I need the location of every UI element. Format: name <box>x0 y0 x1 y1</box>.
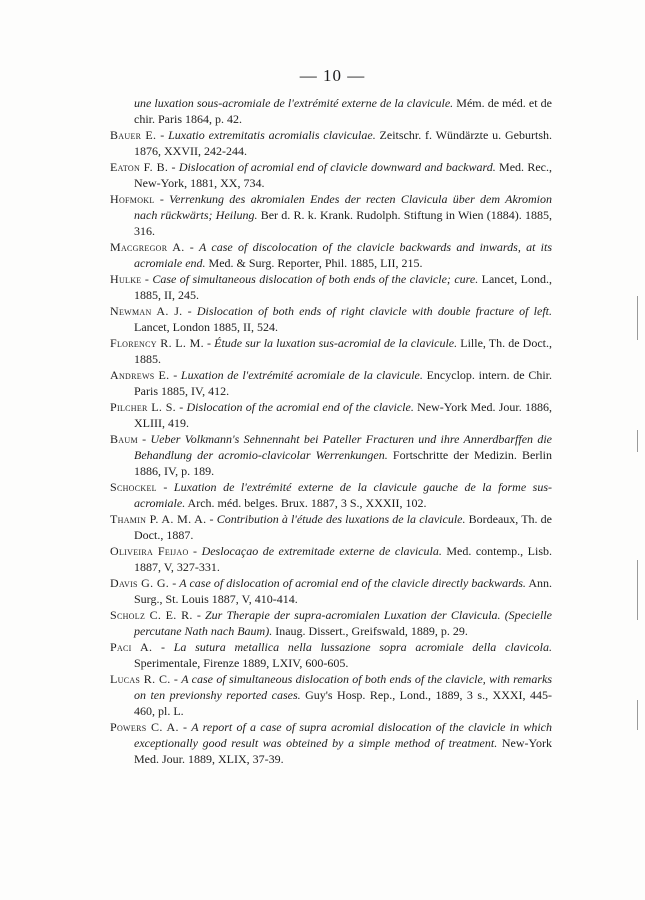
entry-source: Bordeaux, Th. de Doct., 1887. <box>134 512 552 542</box>
entry-source: Ber d. R. k. Krank. Rudolph. Stiftung in Wien (1884). 1885, 316. <box>134 208 553 238</box>
entry-separator: - <box>182 304 197 318</box>
entry-author: Scholz C. E. R. <box>110 608 193 622</box>
entry-title: A case of discolocation of the clavicle backwards and inwards, at its acromiale end. <box>134 240 553 270</box>
entry-separator: - <box>178 720 192 734</box>
bibliography-entry <box>110 335 552 367</box>
entry-title: A case of dislocation of acromial end of the clavicle directly backwards. <box>179 576 526 590</box>
entry-source: Mém. de méd. et de chir. Paris 1864, p. 42. <box>134 96 552 126</box>
entry-source: Arch. méd. belges. Brux. 1887, 3 S., XXXII, 102. <box>185 496 427 510</box>
entry-separator: - <box>154 192 170 206</box>
entry-author: Lucas R. C. <box>110 672 171 686</box>
entry-author: Thamin P. A. M. A. <box>110 512 207 526</box>
entry-title: Ueber Volkmann's Sehnennaht bei Pateller Fracturen und ihre Annerdbarffen die Behandlung der acromio-clavicolar Werrenkungen. <box>134 432 552 462</box>
entry-author: Hulke <box>110 272 142 286</box>
entry-title: Zur Therapie der supra-acromialen Luxation der Clavicula. (Specielle percutane Nath nach Baum). <box>134 608 552 638</box>
bibliography-entry <box>110 303 552 335</box>
entry-title: Luxation de l'extrémité externe de la clavicule gauche de la forme sus-acromiale. <box>134 480 552 510</box>
entry-title: La sutura metallica nella lussazione sopra acromiale della clavicola. <box>173 640 552 654</box>
entry-source: Lancet, London 1885, II, 524. <box>134 320 278 334</box>
entry-separator: - <box>170 672 182 686</box>
scan-edge-mark <box>637 430 638 452</box>
entry-separator: - <box>184 240 200 254</box>
entry-separator: - <box>175 400 187 414</box>
entry-author: Pilcher L. S. <box>110 400 176 414</box>
entry-source: Med. contemp., Lisb. 1887, V, 327-331. <box>134 544 552 574</box>
entry-author: Macgregor A. <box>110 240 185 254</box>
entry-separator: - <box>206 512 217 526</box>
entry-author: Newman A. J. <box>110 304 183 318</box>
entry-separator: - <box>192 608 205 622</box>
entry-source: Lille, Th. de Doct., 1885. <box>134 336 553 366</box>
entry-author: Bauer E. <box>110 128 157 142</box>
entry-separator: - <box>169 576 180 590</box>
entry-separator: - <box>168 160 179 174</box>
entry-source: Lancet, Lond., 1885, II, 245. <box>134 272 552 302</box>
page-number: — 10 — <box>299 66 366 85</box>
entry-author: Oliveira Feijao <box>110 544 189 558</box>
bibliography-entry <box>110 719 552 767</box>
entry-title: Dislocation of both ends of right clavicle with double fracture of left. <box>196 304 553 318</box>
entry-separator: - <box>137 432 151 446</box>
entry-source: Med. Rec., New-York, 1881, XX, 734. <box>134 160 552 190</box>
scan-edge-mark <box>637 700 638 730</box>
bibliography-entry <box>110 543 552 575</box>
bibliography-entry <box>110 159 552 191</box>
entry-author: Paci A. <box>110 640 153 654</box>
entry-separator: - <box>156 480 174 494</box>
entry-source: New-York Med. Jour. 1889, XLIX, 37-39. <box>134 736 552 766</box>
entry-title: une luxation sous-acromiale de l'extrémité externe de la clavicule. <box>134 96 454 110</box>
entry-title: Deslocaçao de extremitade externe de clavicula. <box>201 544 442 558</box>
bibliography-entry <box>110 479 552 511</box>
entry-source: Sperimentale, Firenze 1889, LXIV, 600-605. <box>134 656 349 670</box>
entry-separator: - <box>152 640 174 654</box>
bibliography-entry <box>110 239 552 271</box>
entry-source: Guy's Hosp. Rep., Lond., 1889, 3 s., XXXI, 445-460, pl. L. <box>134 688 552 718</box>
entry-author: Florency R. L. M. <box>110 336 204 350</box>
bibliography-entry <box>110 127 552 159</box>
bibliography-entry <box>110 399 552 431</box>
entry-source: Ann. Surg., St. Louis 1887, V, 410-414. <box>134 576 553 606</box>
bibliography-list <box>110 95 552 767</box>
entry-source: New-York Med. Jour. 1886, XLIII, 419. <box>134 400 552 430</box>
entry-title: Contribution à l'étude des luxations de la clavicule. <box>216 512 466 526</box>
entry-separator: - <box>141 272 153 286</box>
entry-author: Davis G. G. <box>110 576 170 590</box>
bibliography-entry <box>110 367 552 399</box>
bibliography-entry <box>110 671 552 719</box>
entry-author: Baum <box>110 432 138 446</box>
bibliography-entry <box>110 191 552 239</box>
entry-title: Verrenkung des akromialen Endes der recten Clavicula über dem Akromion nach rückwärts; Heilung. <box>134 192 552 222</box>
entry-separator: - <box>156 128 169 142</box>
entry-author: Powers C. A. <box>110 720 179 734</box>
entry-separator: - <box>188 544 202 558</box>
entry-title: Case of simultaneous dislocation of both ends of the clavicle; cure. <box>152 272 479 286</box>
bibliography-entry <box>110 271 552 303</box>
entry-title: A case of simultaneous dislocation of both ends of the clavicle, with remarks on ten previonshy reported cases. <box>134 672 552 702</box>
bibliography-entry <box>110 639 552 671</box>
entry-source: Fortschritte der Medizin. Berlin 1886, IV, p. 189. <box>134 448 552 478</box>
scan-edge-mark <box>637 296 638 340</box>
entry-title: Luxatio extremitatis acromialis claviculae. <box>168 128 376 142</box>
bibliography-entry <box>110 575 552 607</box>
entry-author: Eaton F. B. <box>110 160 169 174</box>
entry-separator: - <box>203 336 215 350</box>
entry-title: Étude sur la luxation sus-acromial de la clavicule. <box>214 336 458 350</box>
entry-author: Andrews E. <box>110 368 170 382</box>
bibliography-entry <box>110 431 552 479</box>
entry-source: Encyclop. intern. de Chir. Paris 1885, IV, 412. <box>134 368 553 398</box>
entry-separator: - <box>169 368 181 382</box>
bibliography-entry-continuation <box>110 95 552 127</box>
entry-title: Luxation de l'extrémité acromiale de la clavicule. <box>180 368 423 382</box>
entry-title: A report of a case of supra acromial dislocation of the clavicle in which exceptionally good result was obteined by a simple method of treatment. <box>134 720 552 750</box>
entry-source: Inaug. Dissert., Greifswald, 1889, p. 29. <box>272 624 468 638</box>
entry-author: Hofmokl <box>110 192 155 206</box>
bibliography-entry <box>110 607 552 639</box>
entry-title: Dislocation of the acromial end of the clavicle. <box>186 400 414 414</box>
entry-author: Schockel <box>110 480 157 494</box>
entry-source: Med. & Surg. Reporter, Phil. 1885, LII, 215. <box>205 256 423 270</box>
entry-source: Zeitschr. f. Wündärzte u. Geburtsh. 1876, XXVII, 242-244. <box>134 128 553 158</box>
scan-edge-mark <box>637 560 638 620</box>
entry-title: Dislocation of acromial end of clavicle downward and backward. <box>178 160 496 174</box>
bibliography-entry <box>110 511 552 543</box>
